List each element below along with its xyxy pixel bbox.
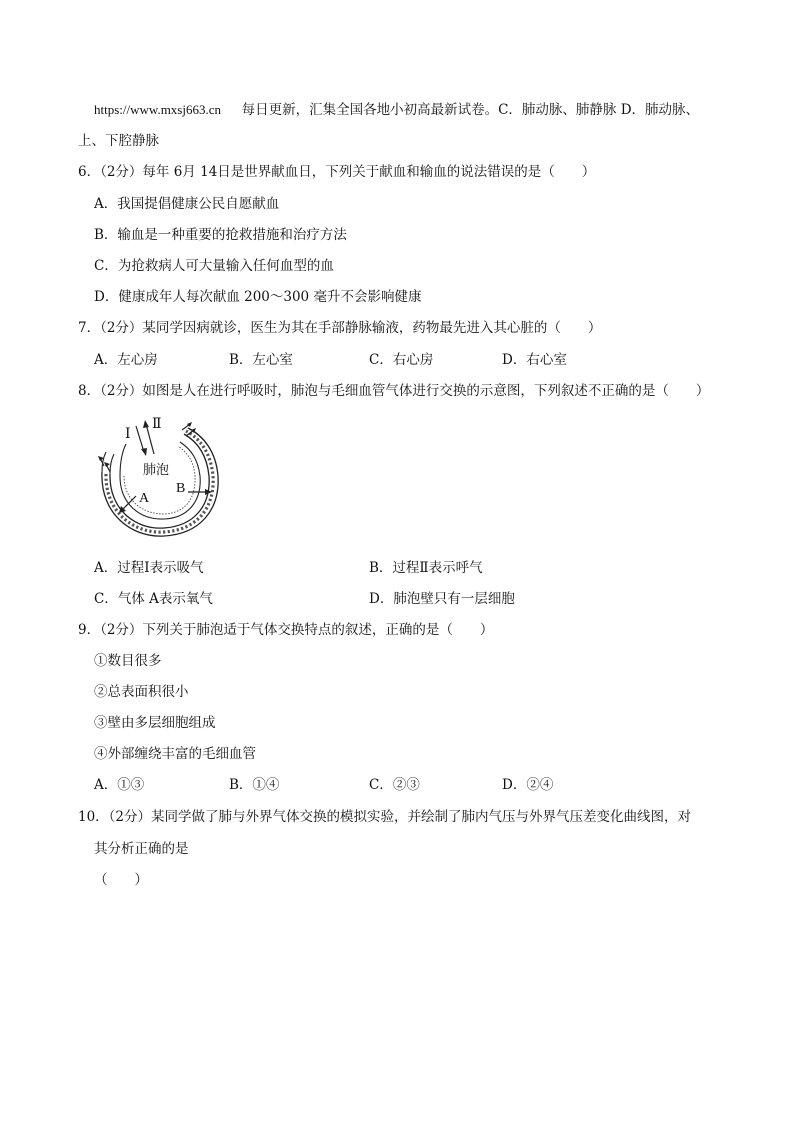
header-line: [94, 101, 699, 119]
q8-option-d[interactable]: D．肺泡壁只有一层细胞: [369, 591, 515, 607]
process-i-arrow: [136, 426, 144, 452]
blood-flow-arrowhead-left-2: [104, 462, 110, 467]
process-ii-arrowhead: [143, 420, 149, 428]
process-i-arrowhead: [141, 448, 147, 456]
q6-stem: 6．（2分）每年 6月 14日是世界献血日，下列关于献血和输血的说法错误的是（ ）: [78, 164, 596, 180]
q8-option-a[interactable]: A．过程Ⅰ表示吸气: [94, 560, 204, 576]
q7-option-a[interactable]: A．左心房: [94, 352, 158, 368]
label-alveolus: 肺泡: [143, 463, 170, 478]
label-process-ii: Ⅱ: [152, 417, 162, 432]
label-gas-a: A: [139, 491, 150, 506]
header-notice: 每日更新，汇集全国各地小初高最新试卷。C．肺动脉、肺静脉 D．肺动脉、: [241, 102, 700, 118]
label-process-i: Ⅰ: [125, 427, 131, 442]
q9-statement-4: ④外部缠绕丰富的毛细血管: [94, 746, 256, 762]
q7-option-b[interactable]: B．左心室: [229, 352, 293, 368]
alveolus-wall-inner: [124, 446, 195, 514]
q10-answer-blank[interactable]: （ ）: [94, 872, 148, 888]
alveolus-wall: [120, 442, 200, 519]
q9-statement-1: ①数目很多: [94, 653, 162, 669]
q6-option-b[interactable]: B．输血是一种重要的抢救措施和治疗方法: [94, 227, 347, 243]
q9-stem: 9．（2分）下列关于肺泡适于气体交换特点的叙述，正确的是（ ）: [78, 622, 494, 638]
q8-stem: 8．（2分）如图是人在进行呼吸时，肺泡与毛细血管气体进行交换的示意图，下列叙述不正确的是（ ）: [78, 383, 710, 399]
q6-option-c[interactable]: C．为抢救病人可大量输入任何血型的血: [94, 258, 334, 274]
q9-option-c[interactable]: C．②③: [369, 777, 420, 793]
q6-option-d[interactable]: D．健康成年人每次献血 200～300 毫升不会影响健康: [94, 289, 422, 305]
q9-option-b[interactable]: B．①④: [229, 777, 280, 793]
q6-option-a[interactable]: A．我国提倡健康公民自愿献血: [94, 196, 280, 212]
q7-stem: 7．（2分）某同学因病就诊，医生为其在手部静脉输液，药物最先进入其心脏的（ ）: [78, 320, 602, 336]
q8-option-c[interactable]: C．气体 A表示氧气: [94, 591, 213, 607]
capillary-left-end-inner: [110, 454, 114, 474]
alveolus-gas-exchange-diagram: [92, 414, 232, 544]
label-gas-b: B: [176, 481, 186, 496]
header-url[interactable]: https://www.mxsj663.cn: [94, 102, 221, 117]
q9-option-d[interactable]: D．②④: [502, 777, 554, 793]
airway-left-wall: [120, 444, 126, 476]
header-line-2: 上、下腔静脉: [78, 133, 159, 149]
capillary-blood-texture: [106, 431, 213, 532]
q8-option-b[interactable]: B．过程Ⅱ表示呼气: [369, 560, 483, 576]
q7-option-c[interactable]: C．右心房: [369, 352, 434, 368]
q9-option-a[interactable]: A．①③: [94, 777, 145, 793]
q10-stem-continued: 其分析正确的是: [94, 841, 189, 857]
q9-statement-3: ③壁由多层细胞组成: [94, 715, 216, 731]
q7-option-d[interactable]: D．右心室: [502, 352, 567, 368]
gas-a-arrow: [122, 496, 136, 510]
q9-statement-2: ②总表面积很小: [94, 684, 189, 700]
q10-stem: 10．（2分）某同学做了肺与外界气体交换的模拟实验，并绘制了肺内气压与外界气压差变化曲线图，对: [78, 809, 692, 825]
